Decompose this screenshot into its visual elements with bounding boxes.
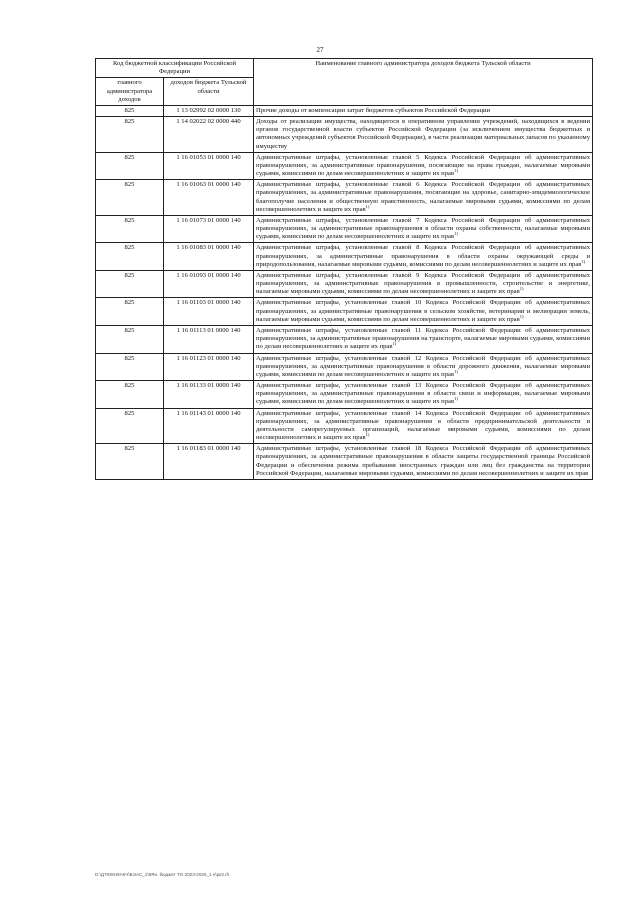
description-cell [254, 325, 593, 353]
description-text: Административные штрафы, установленные главой 11 Кодекса Российской Федерации об административных правонарушениях, за административные правонарушения на транспорте, налагаемые мировыми судьями, комиссиями по делам несовершеннолетних и защите их прав [256, 326, 591, 351]
admin-code-cell: 825 [96, 215, 164, 243]
footnote-marker: 1) [519, 313, 524, 319]
admin-code-cell: 825 [96, 105, 164, 116]
admin-code-cell: 825 [96, 444, 164, 480]
description-cell [254, 243, 593, 271]
description-text: Административные штрафы, установленные главой 9 Кодекса Российской Федерации об административных правонарушениях, за административные правонарушения в промышленности, строительстве и энергетике, налагаемые мировыми судьями, комиссиями по делам несовершеннолетних и защите их прав [256, 271, 591, 296]
description-cell [254, 117, 593, 153]
income-code-cell: 1 16 01113 01 0000 140 [164, 325, 254, 353]
footnote-marker: 1) [581, 258, 586, 264]
description-text: Прочие доходы от компенсации затрат бюджетов субъектов Российской Федерации [256, 106, 491, 114]
table-row [96, 152, 593, 180]
description-text: Доходы от реализации имущества, находящегося в оперативном управлении учреждений, находящихся в ведении органов государственной власти субъектов Российской Федерации (за исключением имущества бюджетных и автономных учреждений субъектов Российской Федерации), в части реализации материальных запасов по указанному имуществу [256, 118, 591, 150]
page-number: 27 [316, 46, 324, 54]
description-cell [254, 298, 593, 326]
description-text: Административные штрафы, установленные главой 8 Кодекса Российской Федерации об административных правонарушениях, за административные правонарушения в области охраны окружающей среды и природопользования, налагаемые мировыми судьями, комиссиями по делам несовершеннолетних и защите их прав [256, 244, 591, 268]
table-row [96, 180, 593, 216]
description-text: Административные штрафы, установленные главой 14 Кодекса Российской Федерации об административных правонарушениях, за административные правонарушения в области предпринимательской деятельности и деятельности саморегулируемых организаций, налагаемые мировыми судьями, комиссиями по делам несовершеннолетних и защите их прав [256, 409, 591, 442]
description-text: Административные штрафы, установленные главой 10 Кодекса Российской Федерации об административных правонарушениях, за административные правонарушения в сельском хозяйстве, ветеринарии и мелиорации земель, налагаемые мировыми судьями, комиссиями по делам несовершеннолетних и защите их прав [256, 299, 591, 323]
income-code-cell: 1 14 02022 02 0000 440 [164, 117, 254, 153]
income-code-cell: 1 16 01103 01 0000 140 [164, 298, 254, 326]
income-code-cell: 1 16 01073 01 0000 140 [164, 215, 254, 243]
income-code-cell: 1 16 01053 01 0000 140 [164, 152, 254, 180]
description-cell [254, 444, 593, 480]
table-row [96, 105, 593, 116]
income-code-cell: 1 16 01183 01 0000 140 [164, 444, 254, 480]
income-code-cell: 1 16 01093 01 0000 140 [164, 270, 254, 298]
table-row [96, 381, 593, 409]
revenue-administrators-table [95, 58, 593, 480]
administrator-name-header: Наименование главного администратора доходов бюджета Тульской области [254, 59, 593, 106]
description-cell [254, 408, 593, 444]
table-row [96, 298, 593, 326]
income-code-cell: 1 16 01063 01 0000 140 [164, 180, 254, 216]
table-header-row [96, 59, 593, 78]
table-row [96, 243, 593, 271]
classification-code-header: Код бюджетной классификации Российской Федерации [96, 59, 254, 78]
income-code-cell: 1 16 01123 01 0000 140 [164, 353, 254, 381]
footnote-marker: 1) [519, 286, 524, 292]
table-row [96, 444, 593, 480]
description-cell [254, 105, 593, 116]
description-cell [254, 381, 593, 409]
admin-code-cell: 825 [96, 117, 164, 153]
table-row [96, 408, 593, 444]
admin-code-cell: 825 [96, 381, 164, 409]
file-path-footer: D:\Д7Ю8Н9АКЧ\БЭАС_1\9Ян. бюджет ТО 2023-2025_1 н\рк3.rh [95, 872, 230, 877]
income-code-header: доходов бюджета Тульской области [164, 78, 254, 106]
admin-code-cell: 825 [96, 152, 164, 180]
table-row [96, 353, 593, 381]
income-code-cell: 1 13 02992 02 0000 130 [164, 105, 254, 116]
description-cell [254, 180, 593, 216]
footnote-marker: 1) [454, 368, 458, 374]
footnote-marker: 1) [392, 341, 397, 347]
footnote-marker: 1) [454, 167, 458, 173]
footnote-marker: 1) [454, 396, 458, 402]
table-row [96, 325, 593, 353]
table-row [96, 215, 593, 243]
footnote-marker: 1) [365, 431, 370, 437]
description-cell [254, 270, 593, 298]
admin-code-cell: 825 [96, 353, 164, 381]
description-text: Административные штрафы, установленные главой 7 Кодекса Российской Федерации об административных правонарушениях, за административные правонарушения в области охраны собственности, налагаемые мировыми судьями, комиссиями по делам несовершеннолетних и защите их прав [256, 216, 591, 241]
description-cell [254, 353, 593, 381]
admin-code-cell: 825 [96, 298, 164, 326]
admin-code-cell: 825 [96, 180, 164, 216]
footnote-marker: 1) [365, 203, 370, 209]
table-body [96, 105, 593, 479]
description-cell [254, 215, 593, 243]
table-row [96, 117, 593, 153]
description-text: Административные штрафы, установленные главой 13 Кодекса Российской Федерации об административных правонарушениях, за административные правонарушения в области связи и информации, налагаемые мировыми судьями, комиссиями по делам несовершеннолетних и защите их прав [256, 382, 591, 406]
description-text: Административные штрафы, установленные главой 6 Кодекса Российской Федерации об административных правонарушениях, за административные правонарушения, посягающие на здоровье, санитарно-эпидемиологическое благополучие населения и общественную нравственность, налагаемые мировыми судьями, комиссиями по делам несовершеннолетних и защите их прав [256, 181, 591, 213]
income-code-cell: 1 16 01143 01 0000 140 [164, 408, 254, 444]
admin-code-cell: 825 [96, 325, 164, 353]
admin-code-cell: 825 [96, 408, 164, 444]
footnote-marker: 1) [454, 231, 458, 237]
income-code-cell: 1 16 01083 01 0000 140 [164, 243, 254, 271]
description-text: Административные штрафы, установленные главой 5 Кодекса Российской Федерации об административных правонарушениях, за административные правонарушения, посягающие на права граждан, налагаемые мировыми судьями, комиссиями по делам несовершеннолетних и защите их прав [256, 153, 591, 178]
description-cell [254, 152, 593, 180]
description-text: Административные штрафы, установленные главой 18 Кодекса Российской Федерации об административных правонарушениях, за административные правонарушения в области защиты государственной границы Российской Федерации и обеспечения режима пребывания иностранных граждан или лиц без гражданства на территории Российской Федерации, налагаемые мировыми судьями, комиссиями по делам несовершеннолетних и защите их прав [256, 445, 591, 477]
admin-code-cell: 825 [96, 270, 164, 298]
income-code-cell: 1 16 01133 01 0000 140 [164, 381, 254, 409]
table-row [96, 270, 593, 298]
admin-code-cell: 825 [96, 243, 164, 271]
admin-code-header: главного администратора доходов [96, 78, 164, 106]
description-text: Административные штрафы, установленные главой 12 Кодекса Российской Федерации об административных правонарушениях, за административные правонарушения в области дорожного движения, налагаемые мировыми судьями, комиссиями по делам несовершеннолетних и защите их прав [256, 354, 591, 378]
